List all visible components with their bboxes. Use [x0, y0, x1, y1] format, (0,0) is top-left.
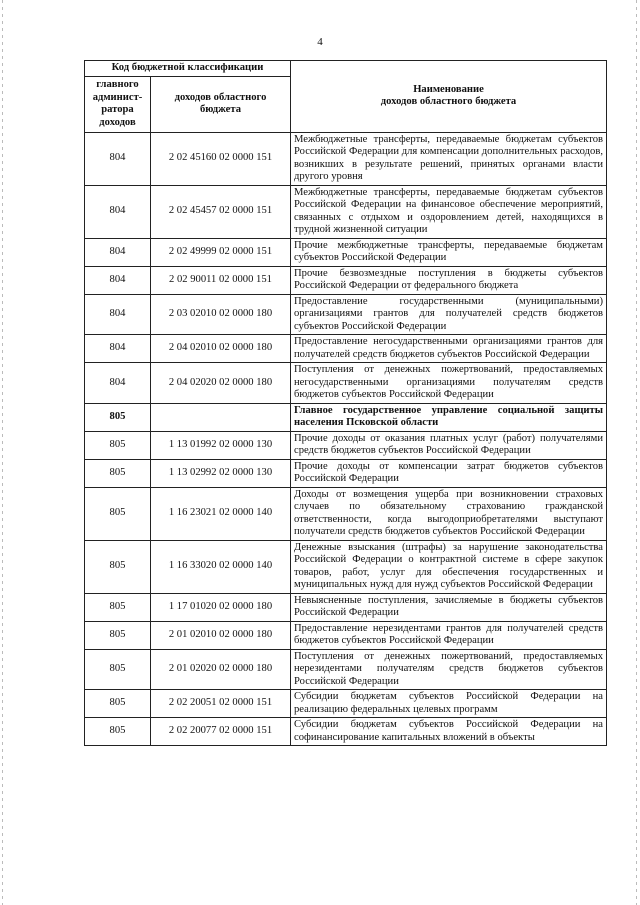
admin-code: 805: [85, 621, 151, 649]
admin-code: 805: [85, 649, 151, 690]
income-code: 2 04 02020 02 0000 180: [151, 363, 291, 404]
table-row: [85, 690, 607, 718]
income-code: 2 02 90011 02 0000 151: [151, 266, 291, 294]
table-row: [85, 718, 607, 746]
page-number: 4: [317, 36, 323, 48]
table-row: [85, 185, 607, 238]
income-name: Прочие межбюджетные трансферты, передаваемые бюджетам субъектов Российской Федерации: [291, 238, 607, 266]
income-code: 2 02 45160 02 0000 151: [151, 132, 291, 185]
admin-code: 804: [85, 185, 151, 238]
table-row: [85, 238, 607, 266]
income-code: 2 02 20051 02 0000 151: [151, 690, 291, 718]
admin-code: 805: [85, 459, 151, 487]
income-name: Поступления от денежных пожертвований, предоставляемых нерезидентами получателям средств бюджетов субъектов Российской Федерации: [291, 649, 607, 690]
income-code: 1 16 23021 02 0000 140: [151, 487, 291, 540]
income-name: Предоставление нерезидентами грантов для получателей средств бюджетов субъектов Российской Федерации: [291, 621, 607, 649]
income-name: Субсидии бюджетам субъектов Российской Федерации на реализацию федеральных целевых программ: [291, 690, 607, 718]
table-row: [85, 540, 607, 593]
table-row: [85, 266, 607, 294]
admin-code: 805: [85, 431, 151, 459]
income-name: Межбюджетные трансферты, передаваемые бюджетам субъектов Российской Федерации для компенсации дополнительных расходов, возникших в результате решений, принятых органами власти другого уровня: [291, 132, 607, 185]
admin-code: 805: [85, 540, 151, 593]
income-code: 2 02 20077 02 0000 151: [151, 718, 291, 746]
income-name: Денежные взыскания (штрафы) за нарушение законодательства Российской Федерации о контрактной системе в сфере закупок товаров, работ, услуг для обеспечения государственных и муниципальных нужд для нужд субъектов Российской Федерации: [291, 540, 607, 593]
table-body: [85, 132, 607, 746]
table-row: [85, 593, 607, 621]
income-code: 2 01 02010 02 0000 180: [151, 621, 291, 649]
admin-code: 804: [85, 363, 151, 404]
income-name: Прочие доходы от компенсации затрат бюджетов субъектов Российской Федерации: [291, 459, 607, 487]
scan-edge-left: [2, 0, 3, 905]
header-name-line1: Наименование: [413, 83, 484, 95]
income-name: Невыясненные поступления, зачисляемые в бюджеты субъектов Российской Федерации: [291, 593, 607, 621]
table-row-administrator-heading: [85, 403, 607, 431]
table-row: [85, 132, 607, 185]
admin-code: 804: [85, 266, 151, 294]
admin-code: 805: [85, 690, 151, 718]
admin-code: 804: [85, 132, 151, 185]
table-row: [85, 335, 607, 363]
header-name-column: [291, 61, 607, 133]
admin-code: 804: [85, 335, 151, 363]
income-name: Прочие безвозмездные поступления в бюджеты субъектов Российской Федерации от федерального бюджета: [291, 266, 607, 294]
administrator-name: Главное государственное управление социальной защиты населения Псковской области: [291, 403, 607, 431]
income-code: 1 17 01020 02 0000 180: [151, 593, 291, 621]
income-name: Доходы от возмещения ущерба при возникновении страховых случаев по обязательному страхованию гражданской ответственности, когда выгодоприобретателями выступают получатели средств бюджетов субъектов Российской Федерации: [291, 487, 607, 540]
income-code: 2 02 45457 02 0000 151: [151, 185, 291, 238]
income-code: 2 01 02020 02 0000 180: [151, 649, 291, 690]
admin-code: 805: [85, 718, 151, 746]
table-row: [85, 363, 607, 404]
income-code: 2 02 49999 02 0000 151: [151, 238, 291, 266]
income-name: Межбюджетные трансферты, передаваемые бюджетам субъектов Российской Федерации на финансовое обеспечение мероприятий, связанных с отдыхом и оздоровлением детей, находящихся в трудной жизненной ситуации: [291, 185, 607, 238]
header-admin-column: главного админист-ратора доходов: [85, 76, 151, 132]
income-name: Субсидии бюджетам субъектов Российской Федерации на софинансирование капитальных вложений в объекты: [291, 718, 607, 746]
income-name: Поступления от денежных пожертвований, предоставляемых негосударственными организациями получателям средств бюджетов субъектов Российской Федерации: [291, 363, 607, 404]
budget-classification-table: [84, 60, 607, 746]
income-name: Прочие доходы от оказания платных услуг (работ) получателями средств бюджетов субъектов Российской Федерации: [291, 431, 607, 459]
income-code: 1 16 33020 02 0000 140: [151, 540, 291, 593]
admin-code: 805: [85, 487, 151, 540]
income-code: 1 13 02992 02 0000 130: [151, 459, 291, 487]
admin-code: 805: [85, 593, 151, 621]
income-code: 2 03 02010 02 0000 180: [151, 294, 291, 335]
income-name: Предоставление государственными (муниципальными) организациями грантов для получателей средств бюджетов субъектов Российской Федерации: [291, 294, 607, 335]
header-group-title: Код бюджетной классификации: [85, 61, 291, 77]
scan-edge-right: [636, 0, 637, 905]
header-code-column: доходов областного бюджета: [151, 76, 291, 132]
table-row: [85, 487, 607, 540]
income-code: 1 13 01992 02 0000 130: [151, 431, 291, 459]
income-code: 2 04 02010 02 0000 180: [151, 335, 291, 363]
table-row: [85, 621, 607, 649]
admin-code: 804: [85, 238, 151, 266]
table-row: [85, 431, 607, 459]
header-name-line2: доходов областного бюджета: [380, 96, 517, 108]
income-code: [151, 403, 291, 431]
admin-code: 805: [85, 403, 151, 431]
table-row: [85, 459, 607, 487]
admin-code: 804: [85, 294, 151, 335]
table-row: [85, 649, 607, 690]
table-row: [85, 294, 607, 335]
income-name: Предоставление негосударственными организациями грантов для получателей средств бюджетов субъектов Российской Федерации: [291, 335, 607, 363]
